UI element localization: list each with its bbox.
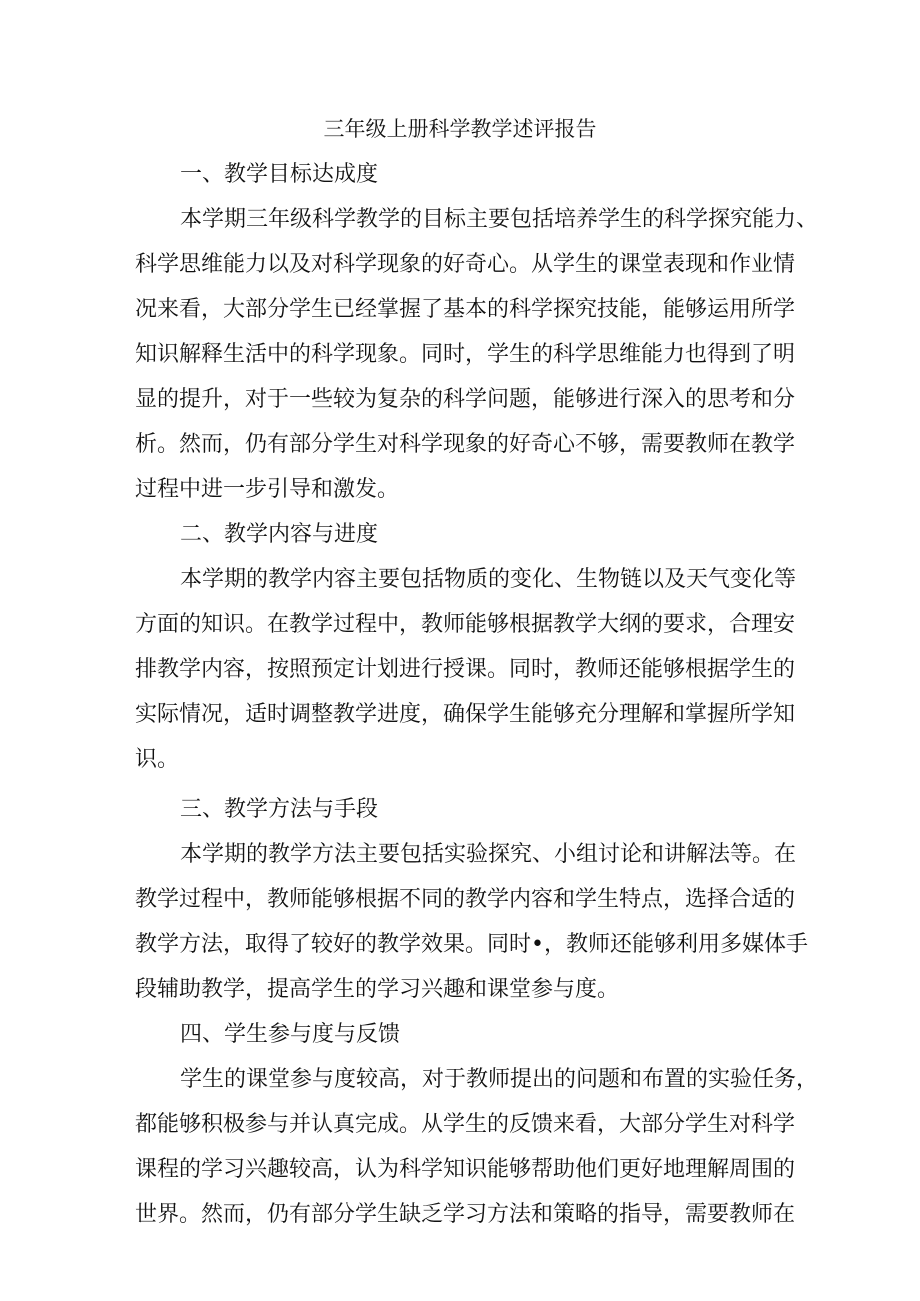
paragraph-line: 本学期的教学内容主要包括物质的变化、生物链以及天气变化等 <box>180 567 797 592</box>
section-3-heading: 三、教学方法与手段 <box>180 797 379 822</box>
paragraph-line: 都能够积极参与并认真完成。从学生的反馈来看，大部分学生对科学 <box>135 1112 796 1137</box>
paragraph-line: 识。 <box>135 747 180 772</box>
paragraph-line: 世界。然而，仍有部分学生缺乏学习方法和策略的指导，需要教师在 <box>135 1202 796 1227</box>
section-1-heading: 一、教学目标达成度 <box>180 162 379 187</box>
paragraph-line: 本学期的教学方法主要包括实验探究、小组讨论和讲解法等。在 <box>180 842 797 867</box>
paragraph-line: 过程中进一步引导和激发。 <box>135 477 400 502</box>
paragraph-line: 实际情况，适时调整教学进度，确保学生能够充分理解和掌握所学知 <box>135 702 796 727</box>
paragraph-line: 方面的知识。在教学过程中，教师能够根据教学大纲的要求，合理安 <box>135 612 796 637</box>
section-4-heading: 四、学生参与度与反馈 <box>180 1022 401 1047</box>
paragraph-line: 况来看，大部分学生已经掌握了基本的科学探究技能，能够运用所学 <box>135 297 796 322</box>
paragraph-line: 科学思维能力以及对科学现象的好奇心。从学生的课堂表现和作业情 <box>135 252 796 277</box>
paragraph-line: 本学期三年级科学教学的目标主要包括培养学生的科学探究能力、 <box>180 207 819 232</box>
paragraph-line: 知识解释生活中的科学现象。同时，学生的科学思维能力也得到了明 <box>135 342 796 367</box>
document-title: 三年级上册科学教学述评报告 <box>323 117 597 141</box>
section-2-heading: 二、教学内容与进度 <box>180 522 379 547</box>
paragraph-line: 学生的课堂参与度较高，对于教师提出的问题和布置的实验任务， <box>180 1067 819 1092</box>
paragraph-line: 段辅助教学，提高学生的学习兴趣和课堂参与度。 <box>135 977 620 1002</box>
paragraph-line: 排教学内容，按照预定计划进行授课。同时，教师还能够根据学生的 <box>135 657 796 682</box>
paragraph-line: 析。然而，仍有部分学生对科学现象的好奇心不够，需要教师在教学 <box>135 432 796 457</box>
paragraph-line: 显的提升，对于一些较为复杂的科学问题，能够进行深入的思考和分 <box>135 387 796 412</box>
paragraph-line: 教学过程中，教师能够根据不同的教学内容和学生特点，选择合适的 <box>135 887 796 912</box>
paragraph-line: 教学方法，取得了较好的教学效果。同时•，教师还能够利用多媒体手 <box>135 932 808 957</box>
paragraph-line: 课程的学习兴趣较高，认为科学知识能够帮助他们更好地理解周围的 <box>135 1157 796 1182</box>
